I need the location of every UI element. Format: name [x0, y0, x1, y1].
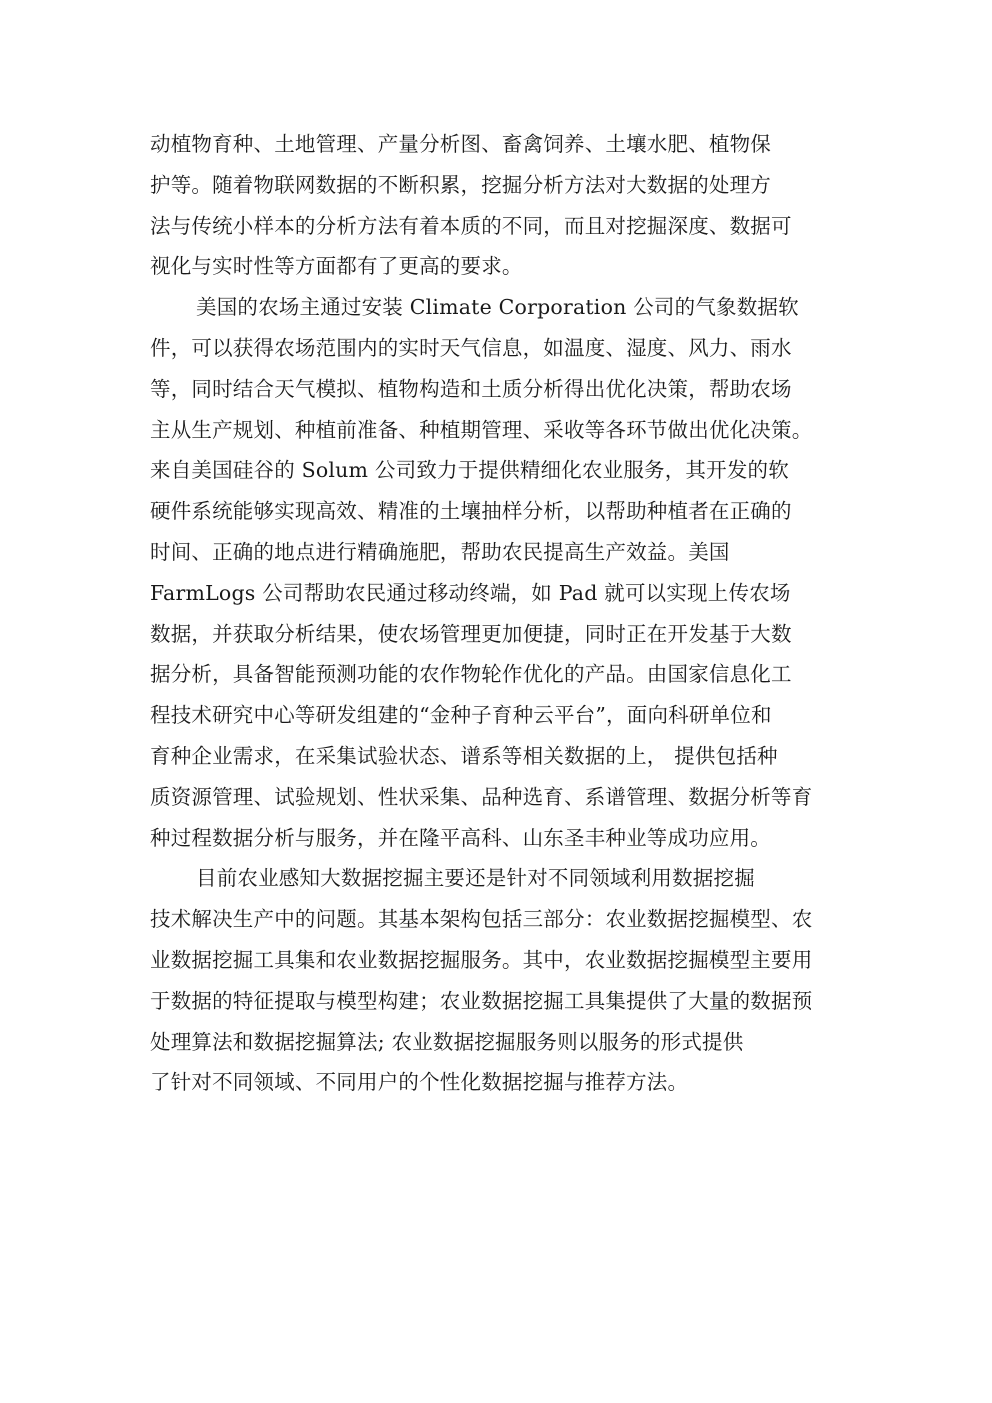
paragraph-2-line-4: 主从生产规划、种植前准备、种植期管理、采收等各环节做出优化决策。 — [150, 417, 813, 442]
paragraph-3-line-4: 于数据的特征提取与模型构建；农业数据挖掘工具集提供了大量的数据预 — [150, 988, 813, 1013]
paragraph-2-line-9: 数据，并获取分析结果，使农场管理更加便捷，同时正在开发基于大数 — [150, 621, 792, 646]
paragraph-2-line-1: 美国的农场主通过安装 Climate Corporation 公司的气象数据软 — [196, 295, 799, 320]
paragraph-2-line-10: 据分析，具备智能预测功能的农作物轮作优化的产品。由国家信息化工 — [150, 662, 792, 687]
paragraph-1-line-3: 法与传统小样本的分析方法有着本质的不同，而且对挖掘深度、数据可 — [150, 213, 792, 238]
paragraph-2-line-12: 育种企业需求，在采集试验状态、谱系等相关数据的上， 提供包括种 — [150, 743, 778, 768]
paragraph-1-line-1: 动植物育种、土地管理、产量分析图、畜禽饲养、土壤水肥、植物保 — [150, 132, 771, 156]
paragraph-2-line-5: 来自美国硅谷的 Solum 公司致力于提供精细化农业服务，其开发的软 — [150, 458, 789, 483]
paragraph-3-line-1: 目前农业感知大数据挖掘主要还是针对不同领域利用数据挖掘 — [196, 866, 755, 891]
paragraph-3-line-6: 了针对不同领域、不同用户的个性化数据挖掘与推荐方法。 — [150, 1070, 689, 1095]
body-text — [150, 124, 870, 1103]
paragraph-3-line-3: 业数据挖掘工具集和农业数据挖掘服务。其中，农业数据挖掘模型主要用 — [150, 947, 813, 972]
paragraph-2-line-14: 种过程数据分析与服务，并在隆平高科、山东圣丰种业等成功应用。 — [150, 825, 771, 850]
paragraph-3-line-2: 技术解决生产中的问题。其基本架构包括三部分：农业数据挖掘模型、农 — [150, 907, 813, 932]
paragraph-2-line-2: 件，可以获得农场范围内的实时天气信息，如温度、湿度、风力、雨水 — [150, 335, 792, 360]
paragraph-2-line-6: 硬件系统能够实现高效、精准的土壤抽样分析，以帮助种植者在正确的 — [150, 499, 792, 524]
paragraph-2-line-3: 等，同时结合天气模拟、植物构造和土质分析得出优化决策，帮助农场 — [150, 376, 792, 401]
paragraph-3-line-5: 处理算法和数据挖掘算法; 农业数据挖掘服务则以服务的形式提供 — [150, 1029, 744, 1054]
paragraph-1-line-4: 视化与实时性等方面都有了更高的要求。 — [150, 254, 523, 279]
paragraph-2-line-13: 质资源管理、试验规划、性状采集、品种选育、系谱管理、数据分析等育 — [150, 784, 813, 809]
paragraph-2-line-7: 时间、正确的地点进行精确施肥，帮助农民提高生产效益。美国 — [150, 539, 730, 564]
paragraph-2-line-8: FarmLogs 公司帮助农民通过移动终端，如 Pad 就可以实现上传农场 — [150, 580, 791, 605]
paragraph-1-line-2: 护等。随着物联网数据的不断积累，挖掘分析方法对大数据的处理方 — [150, 172, 771, 197]
paragraph-2-line-11: 程技术研究中心等研发组建的“金种子育种云平台”，面向科研单位和 — [150, 703, 772, 728]
